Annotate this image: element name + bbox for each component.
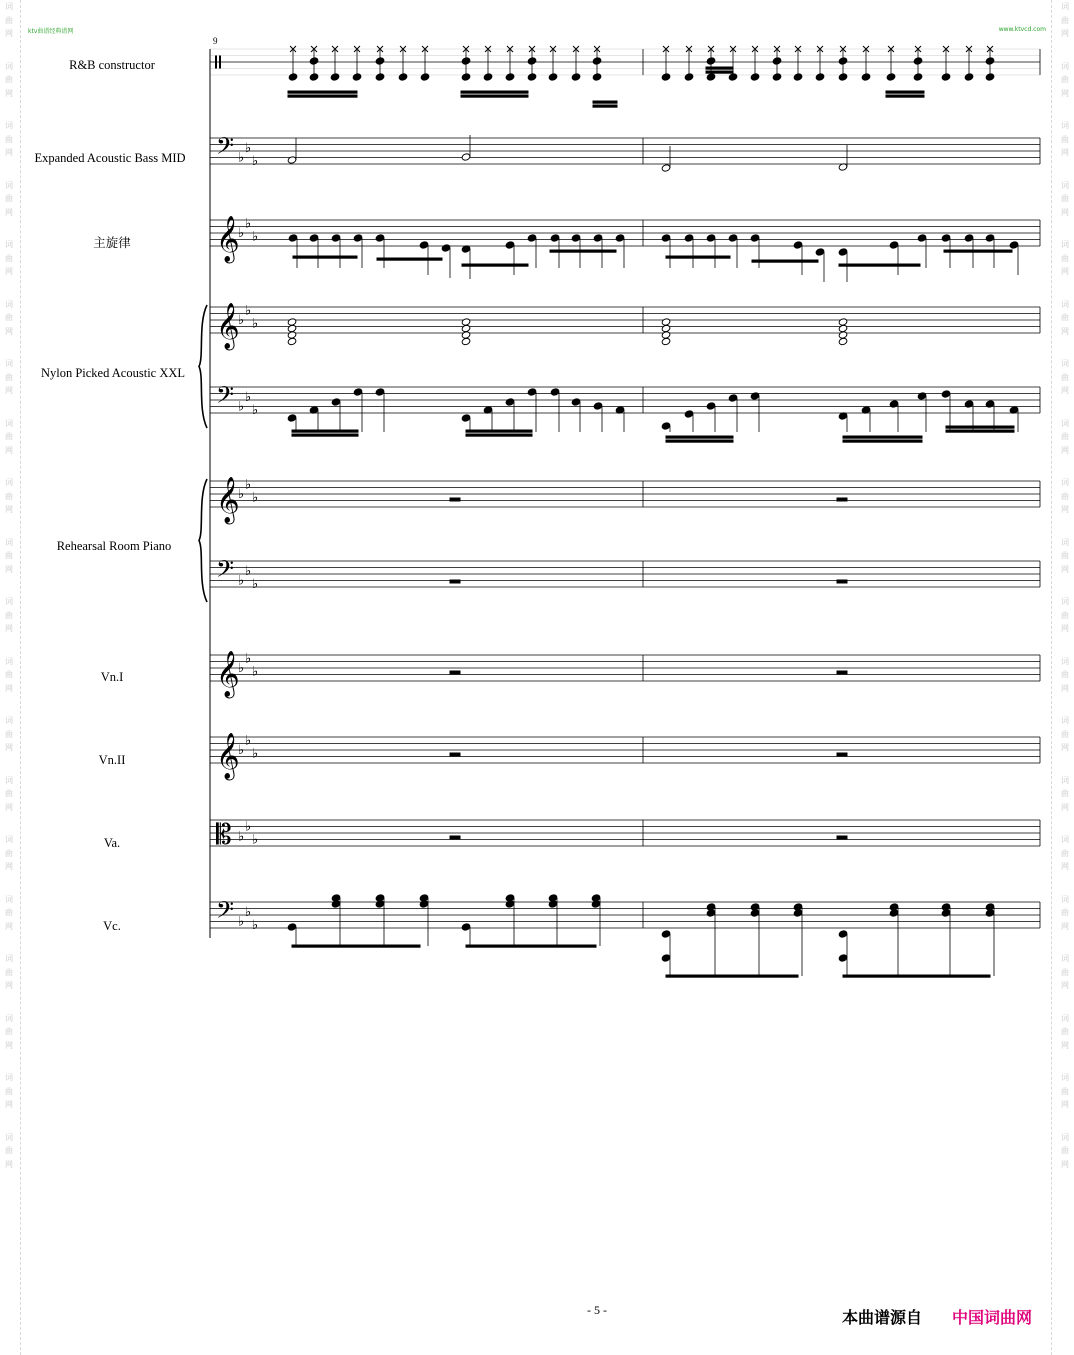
drum-note-head (815, 73, 825, 81)
drum-note-head (461, 57, 471, 65)
staff-bass (210, 138, 1040, 164)
guitar-chord-note (838, 337, 848, 345)
drum-note-head (964, 73, 974, 81)
staff-piano-bass (210, 561, 1040, 587)
guitar-bass-note (353, 388, 363, 396)
drum-note-head (838, 57, 848, 65)
alto-clef-icon: 𝄡 (216, 818, 232, 851)
guitar-bass-note (728, 394, 738, 402)
half-rest-icon (450, 836, 460, 839)
cello-note-head (331, 900, 341, 908)
melody-note-head (309, 234, 319, 242)
beam (752, 260, 818, 262)
drum-note-head (838, 73, 848, 81)
label-melody: 主旋律 (93, 236, 131, 250)
beam (466, 430, 532, 432)
beam (944, 250, 1012, 252)
percussion-clef-icon (219, 56, 221, 69)
drum-note-head (527, 73, 537, 81)
watermark-left: 词 曲 网 词 曲 网 词 曲 网 词 曲 网 词 曲 网 词 曲 网 词 曲 网 词 曲 网 词 曲 网 词 曲 网 词 曲 网 词 曲 网 词 曲 网 词 曲 网 词 曲 网 词 曲 网 词 曲 网 词 曲 网 词 曲 网 词 曲 网 (5, 2, 13, 1169)
melody-note-head (684, 234, 694, 242)
cello-note-head (375, 900, 385, 908)
beam (843, 440, 922, 442)
staff-melody (210, 220, 1040, 246)
beam (593, 105, 617, 107)
half-rest-icon (837, 671, 847, 674)
guitar-bass-note (593, 402, 603, 410)
guitar-bass-note (889, 400, 899, 408)
melody-note-head (706, 234, 716, 242)
drum-note-head (398, 73, 408, 81)
drum-note-head (352, 73, 362, 81)
cello-note-head (461, 923, 471, 931)
guitar-bass-note (550, 388, 560, 396)
guitar-bass-note (571, 398, 581, 406)
half-rest-icon (450, 753, 460, 756)
cello-note-head (505, 900, 515, 908)
guitar-bass-note (917, 392, 927, 400)
melody-note-head (793, 241, 803, 249)
beam (666, 975, 798, 977)
cello-note-head (419, 900, 429, 908)
percussion-clef-icon (215, 56, 217, 69)
beam (461, 91, 528, 93)
staff-va (210, 820, 1040, 846)
melody-note-head (838, 248, 848, 256)
drum-note-head (913, 57, 923, 65)
beam (466, 945, 596, 947)
label-drums: R&B constructor (69, 58, 155, 72)
drum-note-head (985, 57, 995, 65)
watermark-right: 词 曲 网 词 曲 网 词 曲 网 词 曲 网 词 曲 网 词 曲 网 词 曲 网 词 曲 网 词 曲 网 词 曲 网 词 曲 网 词 曲 网 词 曲 网 词 曲 网 词 曲 网 词 曲 网 词 曲 网 词 曲 网 词 曲 网 词 曲 网 (1061, 2, 1069, 1169)
beam (886, 91, 924, 93)
melody-note-head (571, 234, 581, 242)
melody-note-head (728, 234, 738, 242)
header-right-site: www.ktvcd.com (998, 26, 1046, 33)
drum-note-head (706, 57, 716, 65)
beam (462, 264, 528, 266)
flat-icon: ♭ (238, 313, 245, 328)
melody-note-head (353, 234, 363, 242)
cello-note-head (889, 909, 899, 917)
source-site-logo: 中国词曲网 (952, 1308, 1033, 1327)
label-vc: Vc. (103, 919, 121, 933)
label-bass: Expanded Acoustic Bass MID (34, 151, 186, 165)
guitar-brace (199, 305, 207, 428)
flat-icon: ♭ (238, 399, 245, 415)
melody-note-head (941, 234, 951, 242)
melody-note-head (550, 234, 560, 242)
flat-icon: ♭ (238, 661, 245, 676)
drum-note-head (288, 73, 298, 81)
beam (377, 258, 442, 260)
beam (706, 71, 733, 73)
cello-note-head (287, 923, 297, 931)
beam (886, 95, 924, 97)
beam (593, 101, 617, 103)
half-rest-icon (837, 836, 847, 839)
guitar-bass-note (331, 398, 341, 406)
cello-note-head (750, 909, 760, 917)
beam (666, 436, 733, 438)
page-number: - 5 - (587, 1303, 607, 1317)
flat-icon: ♭ (238, 829, 245, 845)
piano-brace (199, 479, 207, 602)
guitar-bass-note (985, 400, 995, 408)
drum-note-head (505, 73, 515, 81)
melody-note-head (288, 234, 298, 242)
melody-note-head (889, 241, 899, 249)
drum-note-head (793, 73, 803, 81)
drum-note-head (592, 57, 602, 65)
flat-icon: ♭ (252, 746, 259, 762)
drum-note-head (330, 73, 340, 81)
flat-icon: ♭ (238, 914, 245, 930)
half-rest-icon (450, 580, 460, 583)
staff-vn2 (210, 737, 1040, 763)
melody-note-head (331, 234, 341, 242)
flat-icon: ♭ (252, 316, 259, 332)
drum-note-head (571, 73, 581, 81)
flat-icon: ♭ (238, 573, 245, 589)
guitar-bass-note (964, 400, 974, 408)
guitar-bass-note (527, 388, 537, 396)
melody-note-head (375, 234, 385, 242)
label-piano: Rehearsal Room Piano (56, 539, 172, 553)
beam (292, 945, 420, 947)
flat-icon: ♭ (245, 904, 252, 920)
half-rest-icon (837, 580, 847, 583)
guitar-bass-note (505, 398, 515, 406)
drum-note-head (527, 57, 537, 65)
bass-clef-icon: 𝄢 (216, 555, 235, 588)
flat-icon: ♭ (245, 140, 252, 156)
beam (839, 264, 920, 266)
treble-clef-icon: 𝄞 (216, 216, 240, 262)
flat-icon: ♭ (245, 563, 252, 579)
drum-note-head (461, 73, 471, 81)
drum-note-head (913, 73, 923, 81)
beam (843, 436, 922, 438)
cello-note-head (941, 909, 951, 917)
melody-note-head (985, 234, 995, 242)
beam (843, 975, 990, 977)
label-guitar: Nylon Picked Acoustic XXL (40, 366, 186, 380)
bass-clef-icon: 𝄢 (216, 381, 235, 414)
melody-note-head (964, 234, 974, 242)
flat-icon: ♭ (238, 743, 245, 758)
source-label: 本曲谱源自 (842, 1308, 923, 1327)
half-rest-icon (837, 498, 847, 501)
beam (293, 256, 357, 258)
melody-note-head (593, 234, 603, 242)
flat-icon: ♭ (245, 733, 252, 749)
drum-note-head (548, 73, 558, 81)
flat-icon: ♭ (245, 819, 252, 835)
beam (550, 250, 616, 252)
drum-note-head (750, 73, 760, 81)
drum-note-head (375, 57, 385, 65)
beam (292, 430, 358, 432)
guitar-bass-note (706, 402, 716, 410)
beam (706, 67, 733, 69)
half-rest-icon (837, 753, 847, 756)
melody-note-head (615, 234, 625, 242)
drum-note-head (772, 73, 782, 81)
guitar-bass-note (461, 414, 471, 422)
guitar-bass-note (661, 422, 671, 430)
treble-clef-icon: 𝄞 (216, 733, 240, 779)
staff-guitar-treble (210, 307, 1040, 333)
drum-note-head (886, 73, 896, 81)
flat-icon: ♭ (238, 150, 245, 166)
flat-icon: ♭ (245, 216, 252, 232)
melody-note-head (527, 234, 537, 242)
beam (288, 91, 357, 93)
guitar-chord-note (287, 337, 297, 345)
guitar-bass-note (684, 410, 694, 418)
guitar-chord-note (461, 337, 471, 345)
drum-note-head (861, 73, 871, 81)
beam (666, 256, 730, 258)
melody-note-head (815, 248, 825, 256)
treble-clef-icon: 𝄞 (216, 303, 240, 349)
flat-icon: ♭ (238, 226, 245, 241)
drum-note-head (483, 73, 493, 81)
bass-half-note (661, 164, 671, 172)
flat-icon: ♭ (252, 664, 259, 680)
flat-icon: ♭ (245, 389, 252, 405)
guitar-chord-note (661, 337, 671, 345)
label-va: Va. (103, 836, 121, 850)
half-rest-icon (450, 498, 460, 501)
cello-note-head (985, 909, 995, 917)
melody-note-head (1009, 241, 1019, 249)
beam (666, 440, 733, 442)
beam (946, 430, 1014, 432)
label-vn2: Vn.II (98, 753, 126, 767)
label-vn1: Vn.I (100, 670, 124, 684)
flat-icon: ♭ (252, 832, 259, 848)
guitar-bass-note (750, 392, 760, 400)
half-rest-icon (450, 671, 460, 674)
drum-note-head (420, 73, 430, 81)
drum-note-head (592, 73, 602, 81)
drum-note-head (375, 73, 385, 81)
flat-icon: ♭ (252, 490, 259, 506)
melody-note-head (750, 234, 760, 242)
cello-note-head (838, 930, 848, 938)
cello-note-head (838, 954, 848, 962)
bass-clef-icon: 𝄢 (216, 132, 235, 165)
guitar-bass-note (941, 390, 951, 398)
cello-note-head (793, 909, 803, 917)
bass-half-note (461, 153, 471, 161)
beam (466, 434, 532, 436)
measure-number: 9 (213, 36, 218, 46)
drum-note-head (706, 73, 716, 81)
cello-note-head (706, 909, 716, 917)
flat-icon: ♭ (245, 651, 252, 667)
drum-note-head (309, 73, 319, 81)
guitar-bass-note (375, 388, 385, 396)
melody-note-head (917, 234, 927, 242)
flat-icon: ♭ (252, 576, 259, 592)
treble-clef-icon: 𝄞 (216, 477, 240, 523)
treble-clef-icon: 𝄞 (216, 651, 240, 697)
cello-note-head (591, 900, 601, 908)
staff-vn1 (210, 655, 1040, 681)
flat-icon: ♭ (245, 477, 252, 493)
beam (292, 434, 358, 436)
drum-note-head (684, 73, 694, 81)
melody-note-head (505, 241, 515, 249)
drum-note-head (309, 57, 319, 65)
bass-half-note (287, 156, 297, 164)
drum-note-head (728, 73, 738, 81)
beam (461, 95, 528, 97)
drum-note-head (941, 73, 951, 81)
header-left-site: ktv曲谱经典谱网 (28, 28, 74, 35)
cello-note-head (661, 930, 671, 938)
staff-piano-treble (210, 481, 1040, 507)
drum-note-head (661, 73, 671, 81)
cello-note-head (661, 954, 671, 962)
melody-note-head (441, 244, 451, 252)
drum-note-head (985, 73, 995, 81)
melody-note-head (661, 234, 671, 242)
beam (946, 426, 1014, 428)
bass-clef-icon: 𝄢 (216, 896, 235, 929)
flat-icon: ♭ (245, 303, 252, 319)
flat-icon: ♭ (238, 487, 245, 502)
melody-note-head (419, 241, 429, 249)
beam (288, 95, 357, 97)
guitar-bass-note (287, 414, 297, 422)
drum-note-head (772, 57, 782, 65)
flat-icon: ♭ (252, 229, 259, 245)
flat-icon: ♭ (252, 917, 259, 933)
flat-icon: ♭ (252, 402, 259, 418)
flat-icon: ♭ (252, 153, 259, 169)
cello-note-head (548, 900, 558, 908)
